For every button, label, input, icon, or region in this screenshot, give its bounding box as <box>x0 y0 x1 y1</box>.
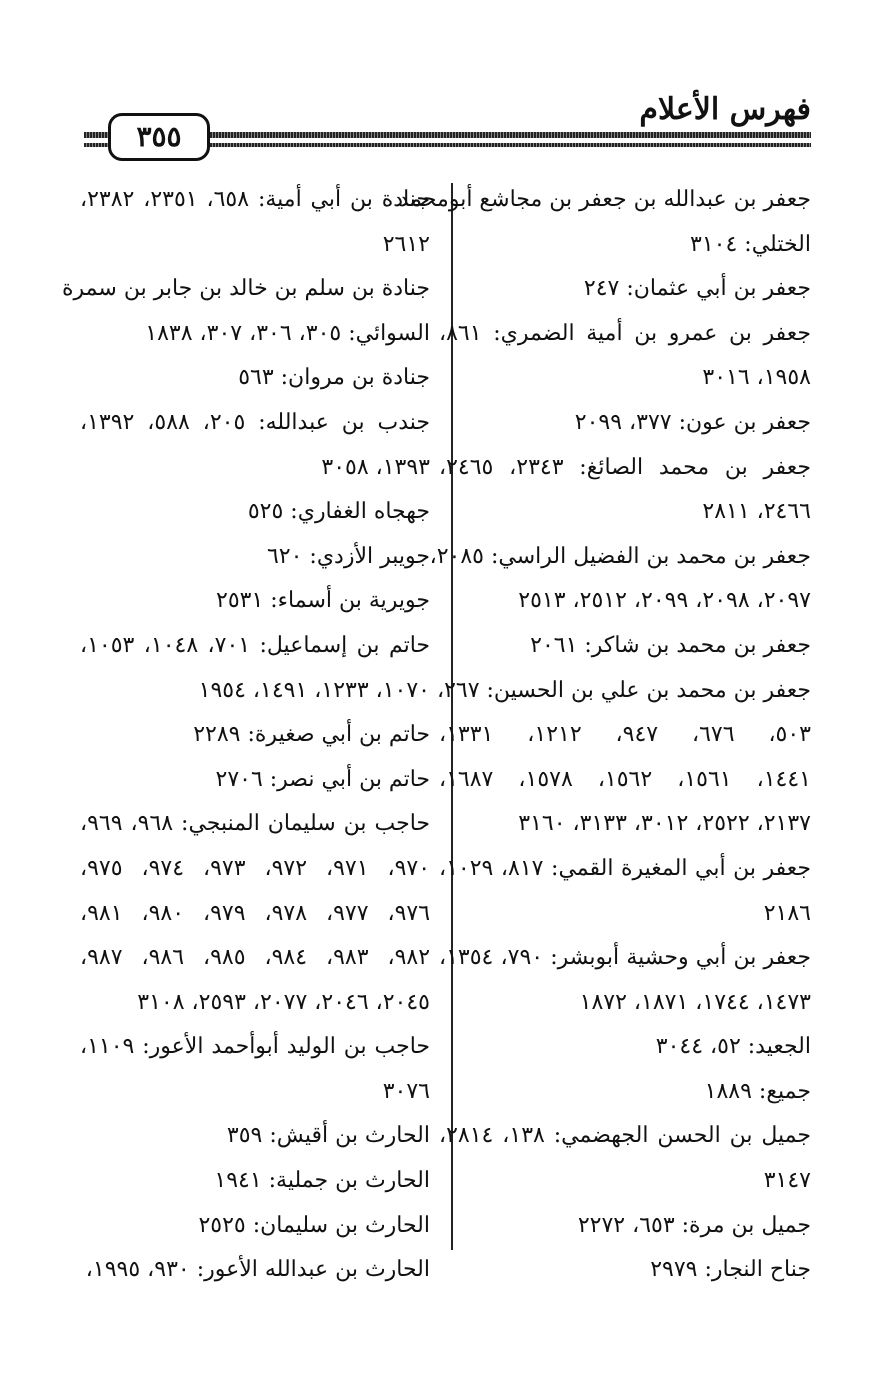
entry-name-line: جعفر بن عمرو بن أمية الضمري: ٨٦١، <box>439 320 811 346</box>
entry-references-line: ٩٧٠، ٩٧١، ٩٧٢، ٩٧٣، ٩٧٤، ٩٧٥، <box>80 855 431 881</box>
entry-references-line: السوائي: ٣٠٥، ٣٠٦، ٣٠٧، ١٨٣٨ <box>145 320 430 346</box>
entry-references-line: ١٩٥٨، ٣٠١٦ <box>702 365 811 391</box>
entry-name-line: جعفر بن أبي عثمان: ٢٤٧ <box>583 276 811 302</box>
entry-name-line: الحارث بن سليمان: ٢٥٢٥ <box>198 1212 430 1238</box>
entry-references-line: ١٣٩٣، ٣٠٥٨ <box>321 454 430 480</box>
index-entry <box>439 1204 811 1249</box>
index-entry <box>80 178 430 267</box>
index-entry <box>80 1204 430 1249</box>
index-entry <box>439 267 811 312</box>
entry-references-line: ٢٤٦٦، ٢٨١١ <box>702 499 811 525</box>
index-entry <box>80 1248 430 1293</box>
entry-references-line: ١٠٧٠، ١٢٣٣، ١٤٩١، ١٩٥٤ <box>198 677 430 703</box>
entry-name-line: جميل بن مرة: ٦٥٣، ٢٢٧٢ <box>577 1212 811 1238</box>
entry-name-line: الحارث بن أقيش: ٣٥٩ <box>226 1123 430 1149</box>
index-entry <box>439 401 811 446</box>
entry-references-line: ١٤٧٣، ١٧٤٤، ١٨٧١، ١٨٧٢ <box>579 989 811 1015</box>
entry-name-line: جهجاه الغفاري: ٥٢٥ <box>247 499 430 525</box>
index-entry <box>439 847 811 936</box>
entry-name-line: حاجب بن سليمان المنبجي: ٩٦٨، ٩٦٩، <box>80 811 430 837</box>
index-entry <box>80 713 430 758</box>
entry-name-line: جعفر بن عون: ٣٧٧، ٢٠٩٩ <box>574 409 811 435</box>
entry-name-line: جعفر بن أبي وحشية أبوبشر: ٧٩٠، ١٣٥٤، <box>439 945 811 971</box>
entry-name-line: جعفر بن عبدالله بن جعفر بن مجاشع أبومحمد <box>398 187 811 212</box>
index-entry <box>439 1114 811 1203</box>
entry-references-line: ٢٠٤٥، ٢٠٤٦، ٢٠٧٧، ٢٥٩٣، ٣١٠٨ <box>137 989 430 1015</box>
index-entry <box>439 1025 811 1070</box>
entry-name-line: حاتم بن أبي نصر: ٢٧٠٦ <box>215 766 430 792</box>
index-entry <box>80 356 430 401</box>
entry-references-line: ٣١٤٧ <box>763 1168 811 1194</box>
entry-references-line: ١٤٤١، ١٥٦١، ١٥٦٢، ١٥٧٨، ١٦٨٧، <box>439 766 811 792</box>
index-entry <box>436 669 811 847</box>
entry-name-line: حاجب بن الوليد أبوأحمد الأعور: ١١٠٩، <box>80 1034 430 1060</box>
entry-name-line: الحارث بن جملية: ١٩٤١ <box>214 1168 430 1194</box>
entry-name-line: جميل بن الحسن الجهضمي: ١٣٨، ٢٨١٤، <box>439 1123 811 1149</box>
entry-name-line: جعفر بن محمد بن الفضيل الراسي: ٢٠٨٥، <box>429 543 811 569</box>
index-entry <box>80 490 430 535</box>
entry-name-line: حاتم بن أبي صغيرة: ٢٢٨٩ <box>193 722 430 748</box>
index-entry <box>80 802 430 1025</box>
index-entry <box>62 267 430 356</box>
index-entry <box>80 1025 430 1114</box>
index-entry <box>439 1248 811 1293</box>
index-entry <box>80 579 430 624</box>
index-entry <box>80 758 430 803</box>
entry-name-line: الجعيد: ٥٢، ٣٠٤٤ <box>655 1034 811 1060</box>
entry-name-line: جميع: ١٨٨٩ <box>704 1078 811 1104</box>
entry-name-line: جنادة بن سلم بن خالد بن جابر بن سمرة <box>62 276 430 302</box>
entry-references-line: ٩٨٢، ٩٨٣، ٩٨٤، ٩٨٥، ٩٨٦، ٩٨٧، <box>80 945 431 971</box>
entry-name-line: حاتم بن إسماعيل: ٧٠١، ١٠٤٨، ١٠٥٣، <box>80 632 431 658</box>
index-entry <box>439 446 811 535</box>
header-title: فهرس الأعلام <box>639 92 811 127</box>
index-entry <box>80 1159 430 1204</box>
page-number: ٣٥٥ <box>108 113 210 161</box>
index-entry <box>80 535 430 580</box>
entry-name-line: جنادة بن أبي أمية: ٦٥٨، ٢٣٥١، ٢٣٨٢، <box>80 187 431 212</box>
entry-name-line: جنادة بن مروان: ٥٦٣ <box>238 365 430 391</box>
index-entry <box>80 401 430 490</box>
entry-name-line: جناح النجار: ٢٩٧٩ <box>650 1257 811 1283</box>
entry-name-line: جعفر بن محمد بن علي بن الحسين: ٢٦٧، <box>436 677 811 703</box>
entry-name-line: جعفر بن محمد الصائغ: ٢٣٤٣، ٢٤٦٥، <box>439 454 812 480</box>
index-entry <box>439 312 811 401</box>
entry-references-line: ٩٧٦، ٩٧٧، ٩٧٨، ٩٧٩، ٩٨٠، ٩٨١، <box>80 900 431 926</box>
entry-name-line: الحارث بن عبدالله الأعور: ٩٣٠، ١٩٩٥، <box>85 1257 430 1283</box>
index-entry <box>439 936 811 1025</box>
entry-name-line: جويرية بن أسماء: ٢٥٣١ <box>216 588 430 614</box>
index-entry <box>80 1114 430 1159</box>
entry-references-line: ٢١٣٧، ٢٥٢٢، ٣٠١٢، ٣١٣٣، ٣١٦٠ <box>518 811 811 837</box>
entry-references-line: ٢١٨٦ <box>763 900 811 926</box>
entry-name-line: جندب بن عبدالله: ٢٠٥، ٥٨٨، ١٣٩٢، <box>80 409 431 435</box>
index-entry <box>429 535 811 624</box>
entry-references-line: ٣٠٧٦ <box>382 1078 430 1104</box>
index-column-left <box>62 178 431 1293</box>
index-entry <box>439 624 811 669</box>
entry-references-line: ٥٠٣، ٦٧٦، ٩٤٧، ١٢١٢، ١٣٣١، <box>439 722 811 748</box>
entry-name-line: جعفر بن أبي المغيرة القمي: ٨١٧، ١٠٢٩، <box>439 855 811 881</box>
entry-name-line: جويبر الأزدي: ٦٢٠ <box>266 543 430 569</box>
entry-name-line: جعفر بن محمد بن شاكر: ٢٠٦١ <box>530 632 811 658</box>
index-entry <box>439 1070 811 1115</box>
entry-references-line: ٢٦١٢ <box>382 231 430 257</box>
entry-references-line: الختلي: ٣١٠٤ <box>690 231 811 257</box>
entry-references-line: ٢٠٩٧، ٢٠٩٨، ٢٠٩٩، ٢٥١٢، ٢٥١٣ <box>518 588 811 614</box>
index-entry <box>80 624 430 713</box>
